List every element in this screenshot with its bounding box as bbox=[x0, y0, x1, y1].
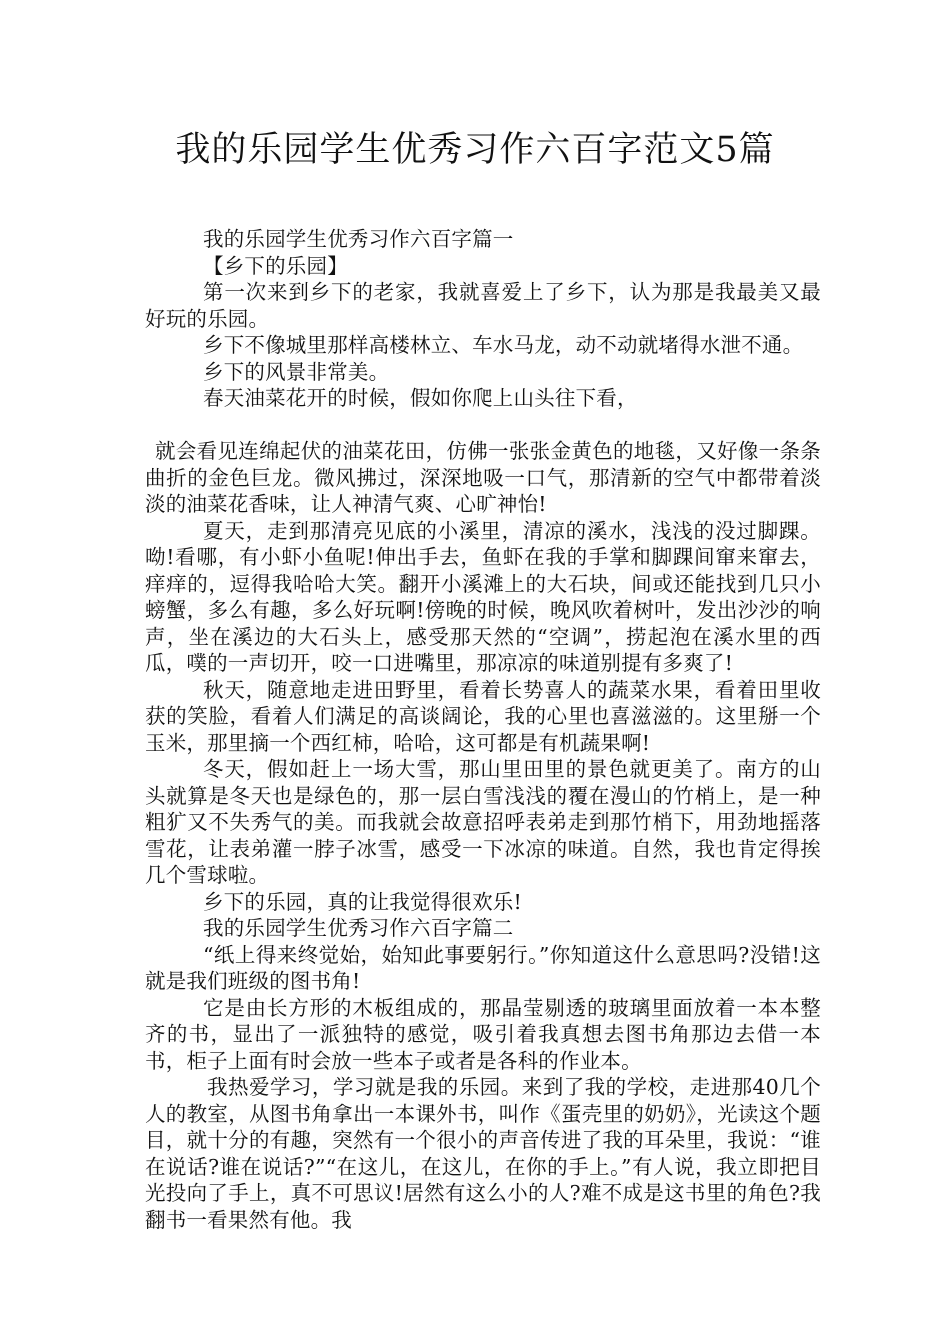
paragraph: 我的乐园学生优秀习作六百字篇二 bbox=[203, 916, 514, 940]
paragraph: 秋天，随意地走进田野里，看着长势喜人的蔬菜水果，看着田里收获的笑脸，看着人们满足的高谈阔论，我的心里也喜滋滋的。这里掰一个玉米，那里摘一个西红柿，哈哈，这可都是有机蔬果啊! bbox=[145, 677, 821, 755]
paragraph: 我的乐园学生优秀习作六百字篇一 bbox=[203, 227, 514, 251]
document-title: 我的乐园学生优秀习作六百字范文5篇 bbox=[175, 130, 775, 170]
paragraph: 夏天，走到那清亮见底的小溪里，清凉的溪水，浅浅的没过脚踝。呦!看哪，有小虾小鱼呢!伸出手去，鱼虾在我的手掌和脚踝间窜来窜去，痒痒的，逗得我哈哈大笑。翻开小溪滩上的大石块，间或还能找到几只小螃蟹，多么有趣，多么好玩啊!傍晚的时候，晚风吹着树叶，发出沙沙的响声，坐在溪边的大石头上，感受那天然的“空调”，捞起泡在溪水里的西瓜，噗的一声切开，咬一口进嘴里，那凉凉的味道别提有多爽了! bbox=[145, 518, 821, 675]
paragraph: 【乡下的乐园】 bbox=[203, 253, 348, 278]
paragraph: 我热爱学习，学习就是我的乐园。来到了我的学校，走进那40几个人的教室，从图书角拿出一本课外书，叫作《蛋壳里的奶奶》，光读这个题目，就十分的有趣，突然有一个很小的声音传进了我的耳朵里，我说：“谁在说话?谁在说话?”“在这儿，在这儿，在你的手上。”有人说，我立即把目光投向了手上，真不可思议!居然有这么小的人?难不成是这书里的角色?我翻书一看果然有他。我 bbox=[145, 1075, 821, 1232]
paragraph: 乡下不像城里那样高楼林立、车水马龙，动不动就堵得水泄不通。 bbox=[203, 333, 804, 357]
document-body bbox=[145, 226, 821, 1233]
paragraph: 它是由长方形的木板组成的，那晶莹剔透的玻璃里面放着一本本整齐的书，显出了一派独特的感觉，吸引着我真想去图书角那边去借一本书，柜子上面有时会放一些本子或者是各科的作业本。 bbox=[145, 995, 821, 1073]
paragraph: 乡下的风景非常美。 bbox=[203, 359, 390, 384]
paragraph: “纸上得来终觉始，始知此事要躬行。”你知道这什么意思吗?没错!这就是我们班级的图书角! bbox=[145, 942, 821, 993]
paragraph: 春天油菜花开的时候，假如你爬上山头往下看， bbox=[203, 386, 638, 410]
paragraph: 就会看见连绵起伏的油菜花田，仿佛一张张金黄色的地毯，又好像一条条曲折的金色巨龙。微风拂过，深深地吸一口气，那清新的空气中都带着淡淡的油菜花香味，让人神清气爽、心旷神怡! bbox=[145, 439, 821, 516]
paragraph: 冬天，假如赶上一场大雪，那山里田里的景色就更美了。南方的山头就算是冬天也是绿色的，那一层白雪浅浅的覆在漫山的竹梢上，是一种粗犷又不失秀气的美。而我就会故意招呼表弟走到那竹梢下，用劲地摇落雪花，让表弟灌一脖子冰雪，感受一下冰凉的味道。自然，我也肯定得挨几个雪球啦。 bbox=[145, 757, 821, 887]
paragraph: 第一次来到乡下的老家，我就喜爱上了乡下，认为那是我最美又最好玩的乐园。 bbox=[145, 280, 821, 331]
paragraph: 乡下的乐园，真的让我觉得很欢乐! bbox=[203, 889, 522, 914]
